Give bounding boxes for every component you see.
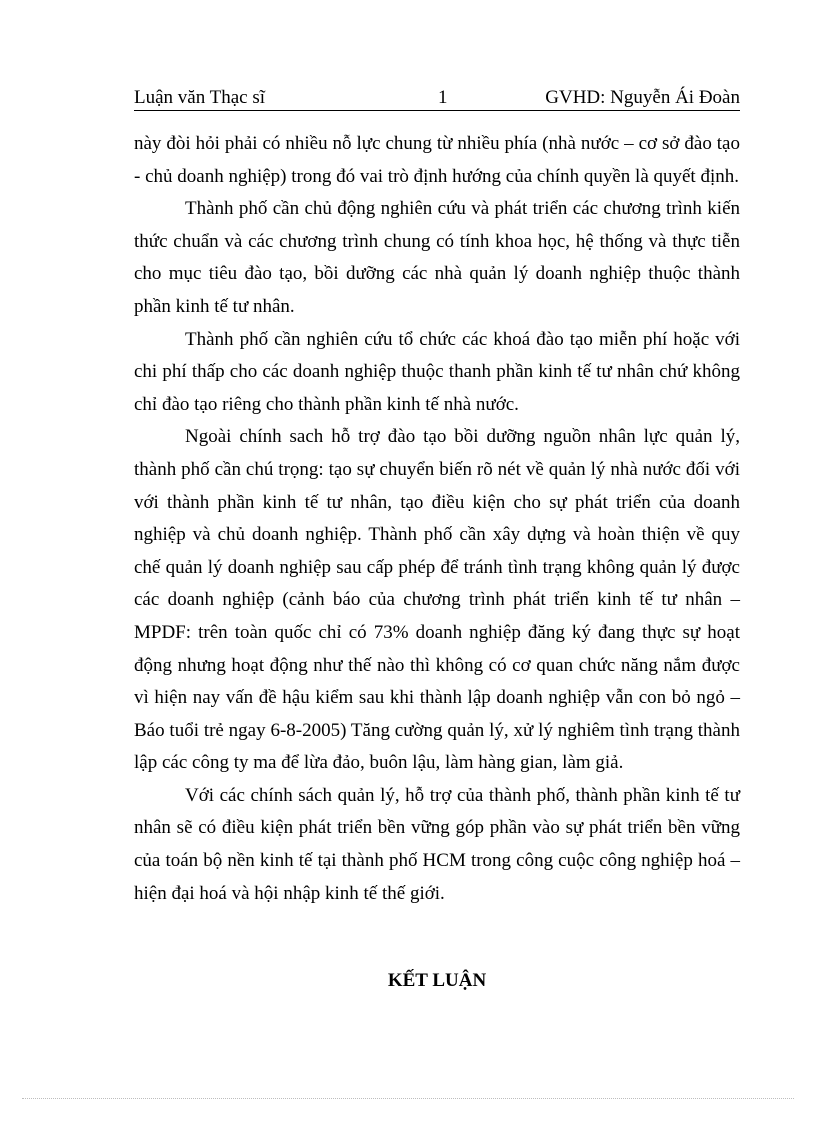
- header-divider: [134, 110, 740, 111]
- conclusion-heading: KẾT LUẬN: [387, 970, 487, 991]
- thesis-label: Luận văn Thạc sĩ: [134, 87, 266, 108]
- paragraph: Với các chính sách quản lý, hỗ trợ của thành phố, thành phần kinh tế tư nhân sẽ có điều kiện phát triển bền vững góp phần vào sự phát triển bền vững của toán bộ nền kinh tế tại thành phố HCM trong công cuộc công nghiệp hoá – hiện đại hoá và hội nhập kinh tế thế giới.: [134, 784, 740, 904]
- page-header: [134, 86, 740, 110]
- paragraph: Thành phố cần nghiên cứu tổ chức các khoá đào tạo miễn phí hoặc với chi phí thấp cho các doanh nghiệp thuộc thanh phần kinh tế tư nhân chứ không chỉ đào tạo riêng cho thành phần kinh tế nhà nước.: [134, 328, 740, 415]
- advisor-label: GVHD: Nguyễn Ái Đoàn: [545, 87, 740, 108]
- page-bottom-divider: [22, 1098, 794, 1099]
- paragraph-continuation: này đòi hỏi phải có nhiều nỗ lực chung từ nhiều phía (nhà nước – cơ sở đào tạo - chủ doanh nghiệp) trong đó vai trò định hướng của chính quyền là quyết định.: [134, 133, 740, 187]
- page-number: 1: [438, 87, 448, 108]
- document-body: [134, 128, 740, 910]
- paragraph: Thành phố cần chủ động nghiên cứu và phát triển các chương trình kiến thức chuẩn và các chương trình chung có tính khoa học, hệ thống và thực tiễn cho mục tiêu đào tạo, bồi dưỡng các nhà quản lý doanh nghiệp thuộc thành phần kinh tế tư nhân.: [134, 198, 740, 317]
- paragraph: Ngoài chính sach hỗ trợ đào tạo bồi dưỡng nguồn nhân lực quản lý, thành phố cần chú trọng: tạo sự chuyển biến rõ nét về quản lý nhà nước đối với với thành phần kinh tế tư nhân, tạo điều kiện cho sự phát triển của doanh nghiệp và chủ doanh nghiệp. Thành phố cần xây dựng và hoàn thiện về quy chế quản lý doanh nghiệp sau cấp phép để tránh tình trạng không quản lý được các doanh nghiệp (cảnh báo của chương trình phát triển kinh tế tư nhân – MPDF: trên toàn quốc chỉ có 73% doanh nghiệp đăng ký đang thực sự hoạt động nhưng hoạt động như thế nào thì không có cơ quan chức năng nắm được vì hiện nay vấn đề hậu kiểm sau khi thành lập doanh nghiệp vẫn con bỏ ngỏ – Báo tuổi trẻ ngay 6-8-2005) Tăng cường quản lý, xử lý nghiêm tình trạng thành lập các công ty ma để lừa đảo, buôn lậu, làm hàng gian, làm giả.: [134, 426, 740, 774]
